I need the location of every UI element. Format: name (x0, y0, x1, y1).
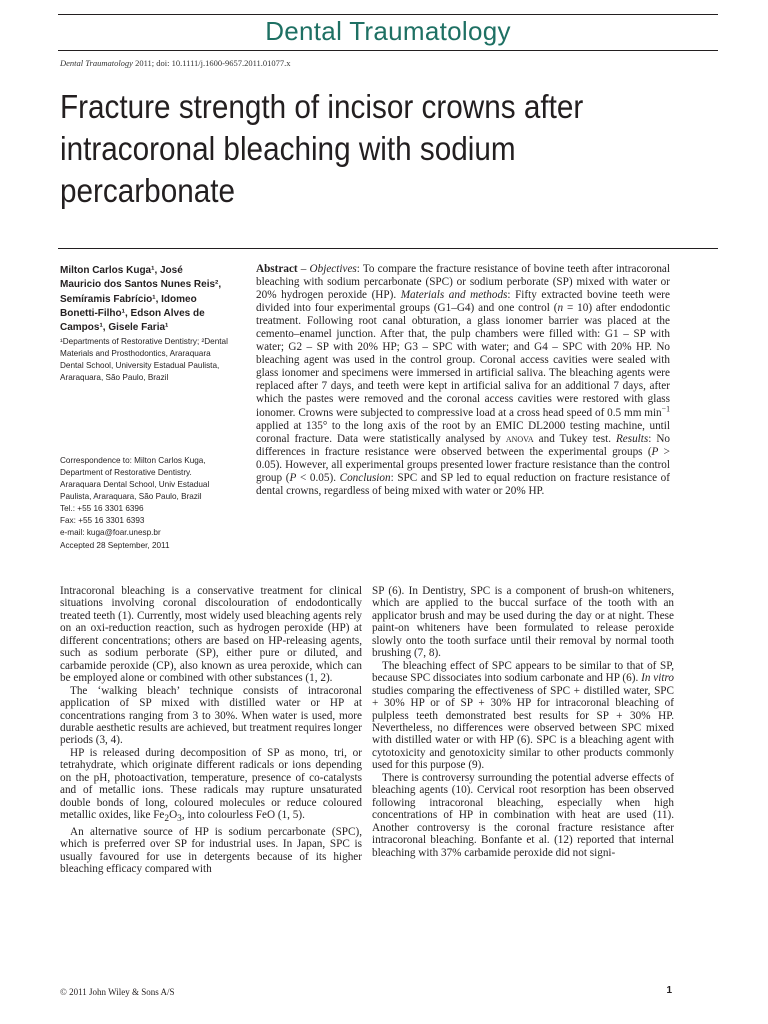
citation-doi: 2011; doi: 10.1111/j.1600-9657.2011.01077.x (135, 58, 291, 68)
article-title: Fracture strength of incisor crowns after intracoronal bleaching with sodium percarbonate (60, 88, 584, 209)
affiliation-line: Dental School, University Estadual Paulista, (60, 361, 220, 370)
correspondence-line: Department of Restorative Dentistry. (60, 468, 192, 477)
correspondence (60, 455, 250, 539)
author-line: Bonetti-Filho¹, Edson Alves de (60, 307, 205, 319)
abstract-heading-methods: Materials and methods (400, 289, 508, 302)
paragraph: HP is released during decomposition of SP as mono, tri, or tetrahydrate, which originate different radicals or ions depending on the pH, photoactivation, temperature, presence of co-catalysts and of metallic ions. These radicals may rupture unsaturated double bonds of long, coloured molecules or reduce coloured metallic oxides, like $Fe_2O_3$, into colourless FeO (1, 5). (60, 746, 362, 825)
masthead-bottom-rule (58, 50, 718, 51)
affiliation-line: Materials and Prosthodontics, Araraquara (60, 349, 211, 358)
body-column-left (60, 585, 362, 876)
author-line: Campos¹, Gisele Faria¹ (60, 322, 169, 334)
body-column-right (372, 585, 674, 859)
correspondence-line: Araraquara Dental School, Univ Estadual (60, 480, 210, 489)
paragraph: The bleaching effect of SPC appears to be similar to that of SP, because SPC dissociates into sodium carbonate and HP (6). In vitro studies comparing the effectiveness of SPC + distilled water, SPC + 30% HP or of SP + 30% HP for intracoronal bleaching of pulpless teeth demonstrated best results for SP + 30% HP. Nevertheless, no differences were observed between SPC mixed with distilled water or with HP (6). SPC is a bleaching agent with cytotoxicity and genotoxicity similar to other products commonly used for this purpose (9). (372, 659, 674, 772)
accepted-date: Accepted 28 September, 2011 (60, 541, 170, 550)
paragraph: There is controversy surrounding the potential adverse effects of bleaching agents (10). Cervical root resorption has been observed following intracoronal bleaching, especially when high concentrations of HP in combination with heat are used (11). Another controversy is the coronal fracture resistance after intracoronal bleaching. Bonfante et al. (12) reported that internal bleaching with 37% carbamide peroxide did not signi- (372, 771, 674, 859)
citation-line (60, 58, 291, 68)
paragraph: The ‘walking bleach’ technique consists of intracoronal application of SP mixed with distilled water or HP at concentrations ranging from 3 to 30%. When water is used, more durable aesthetic results are achieved, but treatment requires longer periods (3, 4). (60, 684, 362, 747)
copyright: © 2011 John Wiley & Sons A/S (60, 987, 175, 997)
paragraph: Intracoronal bleaching is a conservative treatment for clinical situations involving coronal discolouration of endodontically treated teeth (1). Currently, most widely used bleaching agents rely on an oxi-reduction reaction, such as hydrogen peroxide (HP) at different concentrations; others are based on HP-releasing agents, such as sodium perborate (SP), either pure or diluted, and carbamide peroxide (CP), also known as urea peroxide, which can be employed alone or combined with other substances (1, 2). (60, 585, 362, 685)
author-line: Mauricio dos Santos Nunes Reis², (60, 279, 222, 291)
paragraph: SP (6). In Dentistry, SPC is a component of brush-on whiteners, which are applied to the buccal surface of the tooth with an applicator brush and may be used during the day or at night. These paint-on whiteners have been formulated to release peroxide slowly onto the tooth surface until their removal by normal tooth brushing (7, 8). (372, 585, 674, 660)
affiliation-line: Araraquara, São Paulo, Brazil (60, 373, 169, 382)
page-number: 1 (666, 985, 672, 996)
author-line: Semíramis Fabrício¹, Idomeo (60, 293, 197, 305)
affiliations (60, 336, 250, 384)
fax: Fax: +55 16 3301 6393 (60, 516, 145, 525)
author-list (60, 264, 246, 335)
abstract-heading-conclusion: Conclusion (339, 471, 391, 484)
abstract: Abstract – Objectives: To compare the fracture resistance of bovine teeth after intracoronal bleaching with sodium percarbonate (SPC) or sodium perborate (SP) mixed with water or 20% hydrogen peroxide (HP). Materials and methods: Fifty extracted bovine teeth were divided into four experimental groups (G1–G4) and one control (n = 10) after endodontic treatment. Following root canal obturation, a glass ionomer barrier was placed at the cemento–enamel junction. After that, the pulp chambers were filled with: G1 – SP with water; G2 – SP with 20% HP; G3 – SPC with water; and G4 – SPC with 20% HP. No bleaching agent was used in the control group. Coronal access cavities were sealed with glass ionomer and specimens were immersed in artificial saliva. The bleaching agents were replaced after 7 days, and teeth were kept in artificial saliva for an additional 7 days, after which the pastes were removed and the coronal access cavities were restored with glass ionomer. Crowns were subjected to compressive load at a cross head speed of 0.5 mm $\min^{-1}$ applied at 135° to the long axis of the root by an EMIC DL2000 testing machine, until coronal fracture. Data were statistically analysed by anova and Tukey test. Results: No differences in fracture resistance were observed between the experimental groups (P > 0.05). However, all experimental groups presented lower fracture resistance than the control group (P < 0.05). Conclusion: SPC and SP led to equal reduction on fracture resistance of dental crowns, regardless of being mixed with water or 20% HP. (256, 263, 670, 497)
journal-name: Dental Traumatology (265, 16, 511, 46)
correspondence-line: Correspondence to: Milton Carlos Kuga, (60, 456, 206, 465)
citation-journal: Dental Traumatology (60, 58, 133, 68)
abstract-label: Abstract (256, 263, 298, 275)
affiliation-line: ¹Departments of Restorative Dentistry; ²Dental (60, 337, 228, 346)
email-link[interactable]: e-mail: kuga@foar.unesp.br (60, 528, 161, 537)
author-line: Milton Carlos Kuga¹, José (60, 265, 183, 276)
correspondence-line: Paulista, Araraquara, São Paulo, Brazil (60, 492, 202, 501)
phone: Tel.: +55 16 3301 6396 (60, 504, 144, 513)
abstract-heading-results: Results (615, 432, 649, 445)
paragraph: An alternative source of HP is sodium percarbonate (SPC), which is preferred over SP for industrial uses. In Japan, SPC is usually favoured for use in detergents because of its higher bleaching efficacy compared with (60, 825, 362, 876)
section-divider (58, 248, 718, 249)
abstract-heading-objectives: Objectives (309, 263, 357, 275)
